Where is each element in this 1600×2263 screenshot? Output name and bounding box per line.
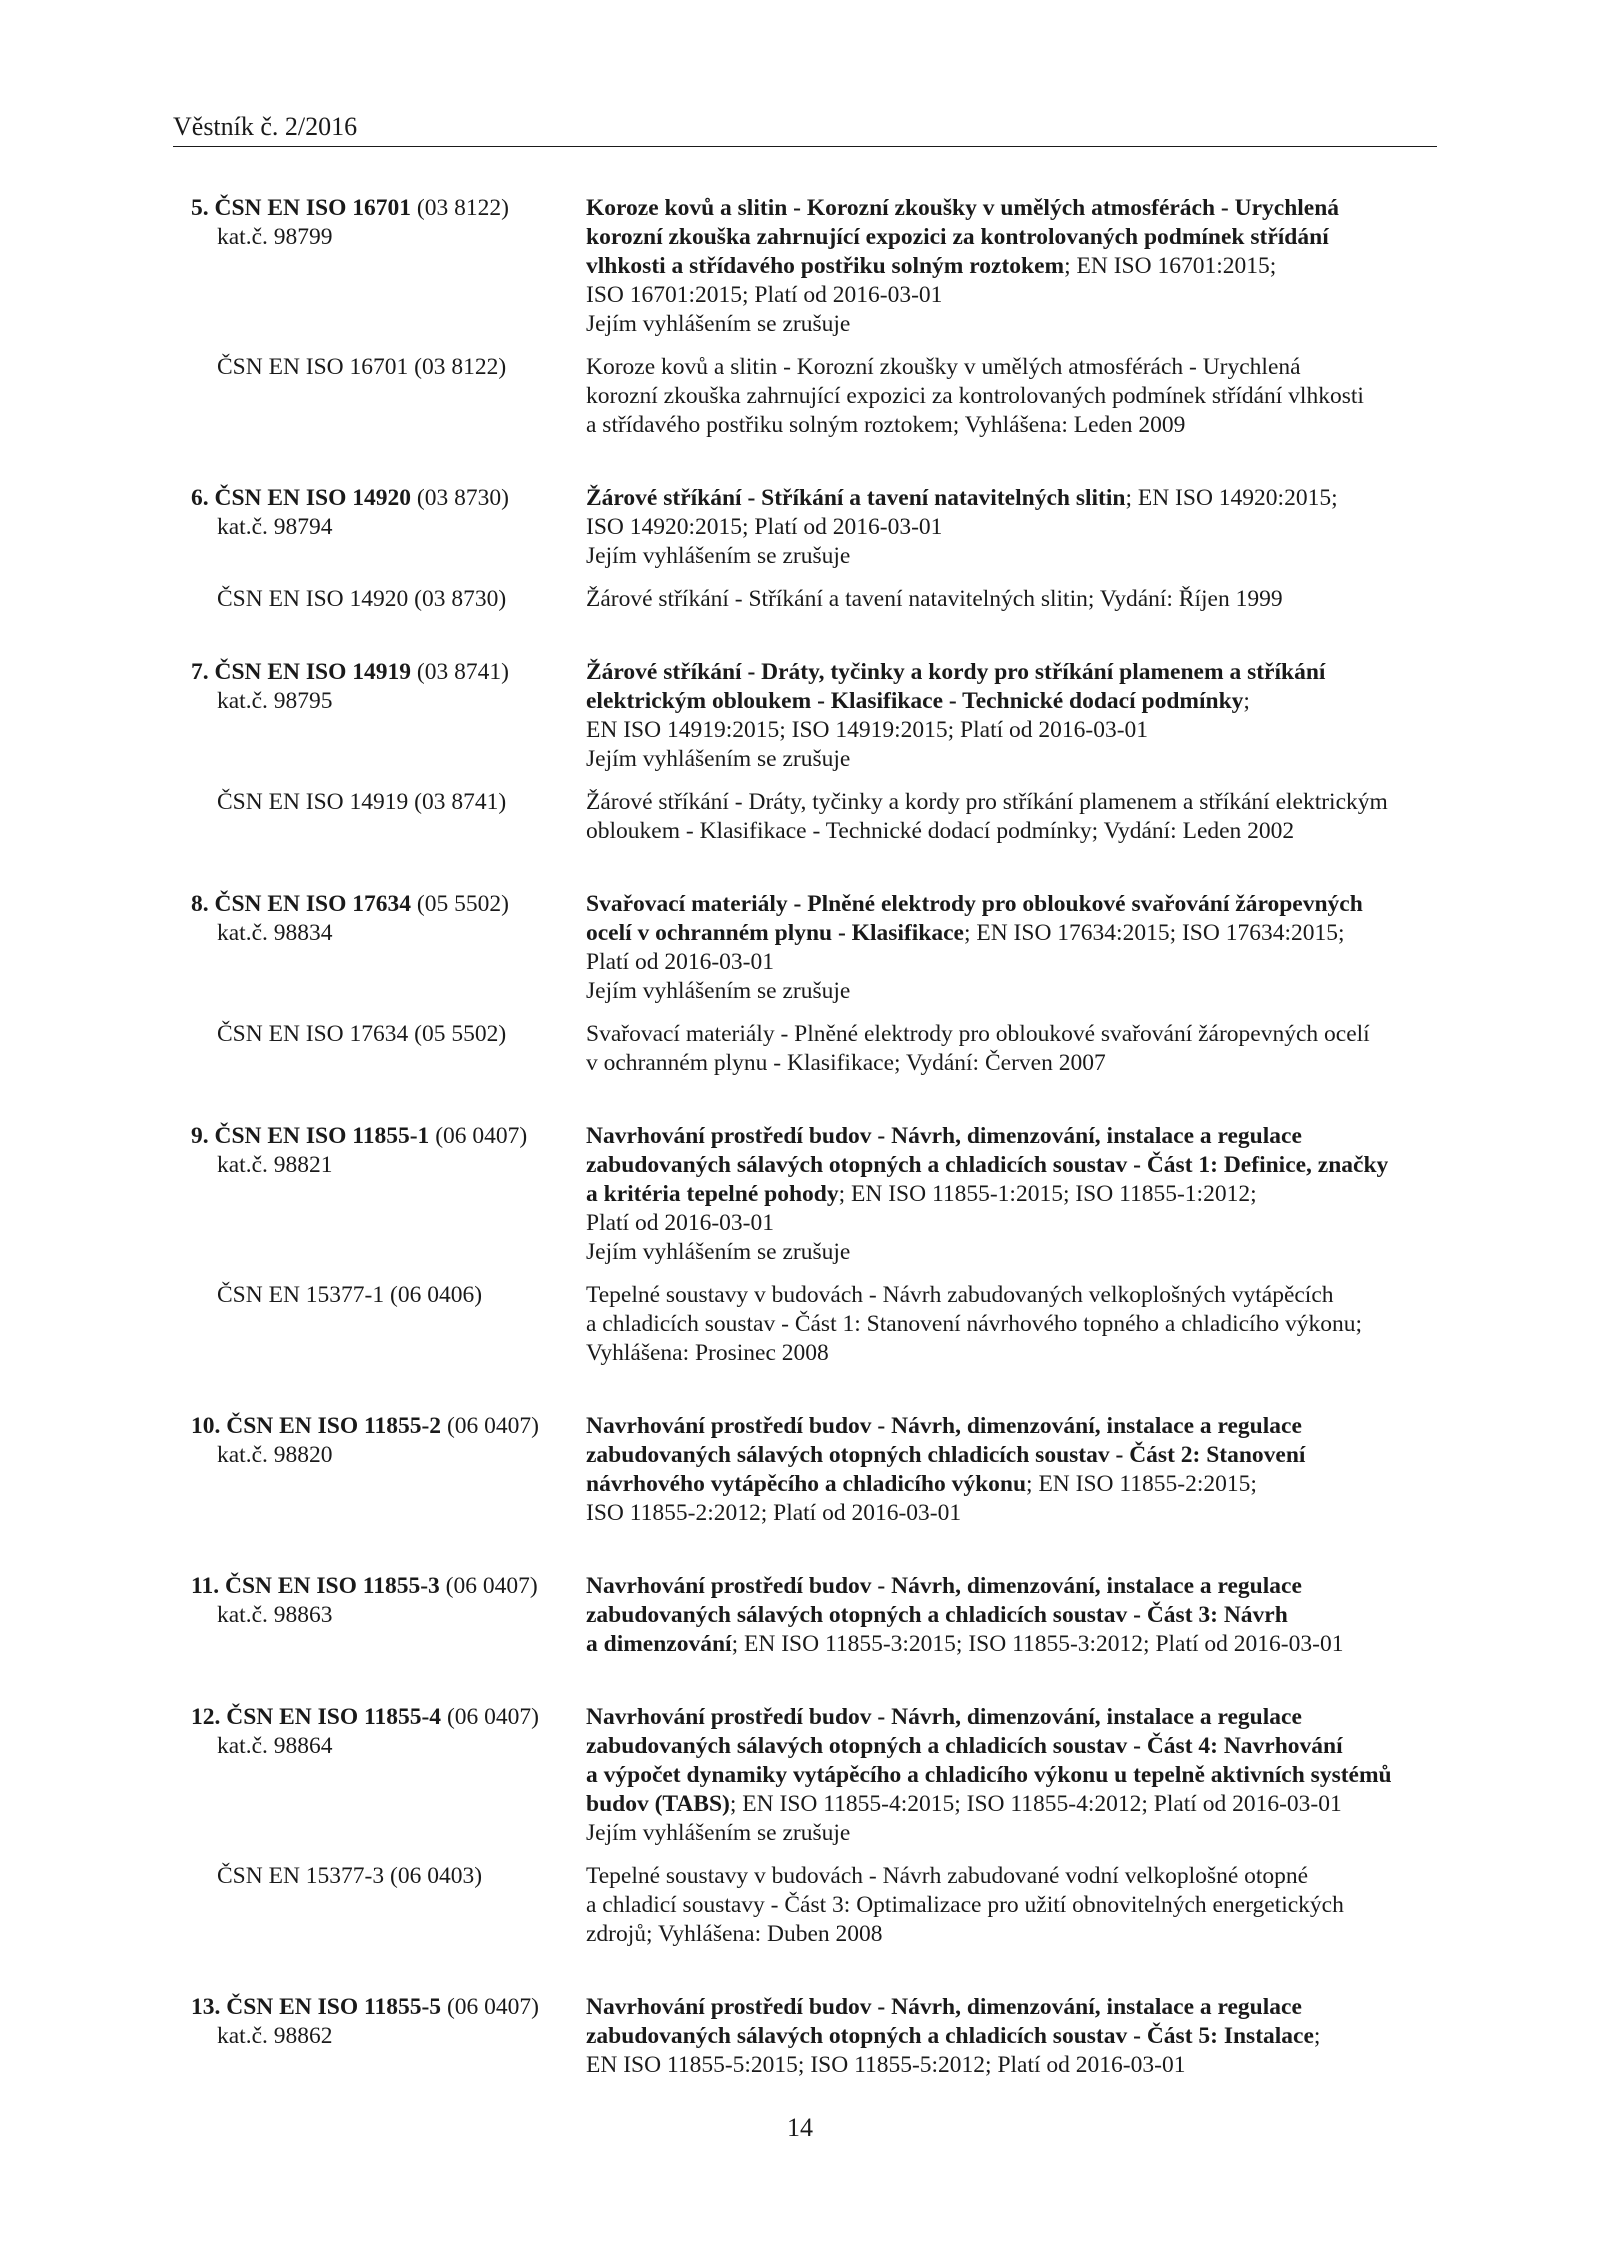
description-line [586,1732,1437,1761]
standard-id-column [191,484,586,571]
standard-entry [191,1703,1437,1949]
standard-title-text: Navrhování prostředí budov - Návrh, dimenzování, instalace a regulace [586,1704,1302,1730]
standard-id-line [191,890,586,919]
standard-title-text: Navrhování prostředí budov - Návrh, dimenzování, instalace a regulace [586,1123,1302,1149]
standard-id-column [191,1993,586,2080]
withdrawn-id-column [191,1020,586,1078]
standard-entry [191,484,1437,614]
page-number: 14 [787,2113,813,2142]
standard-title-text: budov (TABS) [586,1791,730,1817]
classification-code: (05 5502) [416,891,509,917]
standard-detail-text: Platí od 2016-03-01 [586,1210,774,1236]
standard-detail-text: Platí od 2016-03-01 [586,949,774,975]
standard-description [586,194,1437,339]
standard-id-column [191,1122,586,1267]
description-line [586,1412,1437,1441]
standard-entry [191,658,1437,846]
standard-entry [191,890,1437,1078]
standard-id-line [191,194,586,223]
description-line [586,1572,1437,1601]
classification-code: (06 0407) [446,1704,539,1730]
withdrawn-id-column [191,1862,586,1949]
withdrawn-description-line: zdrojů; Vyhlášena: Duben 2008 [586,1921,883,1947]
withdrawn-description-line: Tepelné soustavy v budovách - Návrh zabudovaných velkoplošných vytápěcích [586,1282,1334,1308]
standard-description [586,1412,1437,1528]
withdrawn-description-line: Tepelné soustavy v budovách - Návrh zabudované vodní velkoplošné otopné [586,1863,1309,1889]
entry-number: 10. [191,1413,221,1439]
standard-id-column [191,1412,586,1528]
standard-detail-text: ; EN ISO 11855-1:2015; ISO 11855-1:2012; [838,1181,1257,1207]
entry-number: 8. [191,891,209,917]
standard-id-column [191,194,586,339]
standard-entry [191,194,1437,440]
catalog-number: kat.č. 98799 [217,224,333,250]
withdrawn-description [586,1020,1437,1078]
description-line [586,1499,1437,1528]
description-line [586,1209,1437,1238]
standard-detail-text: Jejím vyhlášením se zrušuje [586,1820,851,1846]
standard-title-text: vlhkosti a střídavého postřiku solným roztokem [586,253,1065,279]
standard-description [586,1122,1437,1267]
classification-code: (03 8122) [416,195,509,221]
new-standard-row [191,484,1437,571]
withdrawn-standard-code: ČSN EN ISO 14920 (03 8730) [217,586,507,612]
withdrawn-standard-row [191,1281,1437,1368]
catalog-number: kat.č. 98834 [217,920,333,946]
standard-title-text: zabudovaných sálavých otopných a chladicích soustav - Část 1: Definice, značky [586,1152,1389,1178]
description-line [586,919,1437,948]
withdrawn-standard-code: ČSN EN ISO 14919 (03 8741) [217,789,507,815]
new-standard-row [191,194,1437,339]
standard-id-line [191,1993,586,2022]
withdrawn-description [586,1862,1437,1949]
standard-title-text: Navrhování prostředí budov - Návrh, dimenzování, instalace a regulace [586,1413,1302,1439]
standard-detail-text: ISO 16701:2015; Platí od 2016-03-01 [586,282,943,308]
standard-title-text: korozní zkouška zahrnující expozici za kontrolovaných podmínek střídání [586,224,1329,250]
description-line [586,1122,1437,1151]
standard-title-text: návrhového vytápěcího a chladicího výkonu [586,1471,1027,1497]
standard-detail-text: ; EN ISO 11855-2:2015; [1026,1471,1257,1497]
description-line [586,223,1437,252]
description-line [586,194,1437,223]
description-line [586,1993,1437,2022]
description-line [586,890,1437,919]
standard-id-line [191,484,586,513]
standard-id-line [191,1122,586,1151]
standard-title-text: Koroze kovů a slitin - Korozní zkoušky v umělých atmosférách - Urychlená [586,195,1340,221]
withdrawn-standard-row [191,1020,1437,1078]
standard-title-text: Navrhování prostředí budov - Návrh, dimenzování, instalace a regulace [586,1994,1302,2020]
standard-description [586,890,1437,1006]
description-line [586,252,1437,281]
classification-code: (06 0407) [445,1573,538,1599]
description-line [586,2022,1437,2051]
page-header [173,112,1437,147]
standard-title-text: zabudovaných sálavých otopných a chladicích soustav - Část 4: Navrhování [586,1733,1343,1759]
withdrawn-description-line: korozní zkouška zahrnující expozici za kontrolovaných podmínek střídání vlhkosti [586,383,1364,409]
standard-id-line [191,658,586,687]
standard-code: ČSN EN ISO 11855-5 [226,1994,442,2020]
description-line [586,281,1437,310]
standard-title-text: a výpočet dynamiky vytápěcího a chladicího výkonu u tepelně aktivních systémů [586,1762,1392,1788]
new-standard-row [191,1703,1437,1848]
description-line [586,1761,1437,1790]
standard-code: ČSN EN ISO 11855-4 [226,1704,442,1730]
standard-entry [191,1993,1437,2080]
standard-detail-text: Jejím vyhlášením se zrušuje [586,543,851,569]
catalog-number: kat.č. 98863 [217,1602,333,1628]
catalog-number: kat.č. 98821 [217,1152,333,1178]
description-line [586,1819,1437,1848]
standard-detail-text: ISO 14920:2015; Platí od 2016-03-01 [586,514,943,540]
withdrawn-description-line: a střídavého postřiku solným roztokem; Vyhlášena: Leden 2009 [586,412,1186,438]
new-standard-row [191,658,1437,774]
description-line [586,1441,1437,1470]
entry-number: 7. [191,659,209,685]
withdrawn-description-line: Koroze kovů a slitin - Korozní zkoušky v umělých atmosférách - Urychlená [586,354,1301,380]
standard-description [586,1993,1437,2080]
classification-code: (06 0407) [446,1994,539,2020]
description-line [586,1703,1437,1732]
standard-description [586,484,1437,571]
standard-detail-text: EN ISO 14919:2015; ISO 14919:2015; Platí od 2016-03-01 [586,717,1149,743]
description-line [586,513,1437,542]
new-standard-row [191,890,1437,1006]
description-line [586,310,1437,339]
standard-id-column [191,658,586,774]
withdrawn-description [586,353,1437,440]
catalog-number: kat.č. 98820 [217,1442,333,1468]
standard-detail-text: Jejím vyhlášením se zrušuje [586,1239,851,1265]
standard-code: ČSN EN ISO 14920 [214,485,412,511]
standard-entry [191,1122,1437,1368]
standard-id-column [191,1572,586,1659]
standard-entry [191,1572,1437,1659]
standard-title-text: zabudovaných sálavých otopných chladicích soustav - Část 2: Stanovení [586,1442,1306,1468]
standard-id-line [191,1703,586,1732]
withdrawn-description [586,788,1437,846]
journal-title: Věstník č. 2/2016 [173,112,358,141]
standards-list [191,194,1437,2124]
description-line [586,1630,1437,1659]
withdrawn-description-line: v ochranném plynu - Klasifikace; Vydání: Červen 2007 [586,1050,1106,1076]
standard-title-text: Žárové stříkání - Stříkání a tavení natavitelných slitin [586,485,1126,511]
new-standard-row [191,1993,1437,2080]
catalog-number: kat.č. 98795 [217,688,333,714]
description-line [586,1151,1437,1180]
entry-number: 5. [191,195,209,221]
description-line [586,2051,1437,2080]
standard-title-text: ocelí v ochranném plynu - Klasifikace [586,920,964,946]
standard-detail-text: ; EN ISO 11855-3:2015; ISO 11855-3:2012; Platí od 2016-03-01 [731,1631,1344,1657]
description-line [586,484,1437,513]
withdrawn-description-line: Žárové stříkání - Dráty, tyčinky a kordy pro stříkání plamenem a stříkání elektrickým [586,789,1388,815]
standard-detail-text: Jejím vyhlášením se zrušuje [586,311,851,337]
withdrawn-description [586,1281,1437,1368]
description-line [586,1601,1437,1630]
withdrawn-standard-row [191,353,1437,440]
standard-description [586,658,1437,774]
withdrawn-description-line: Vyhlášena: Prosinec 2008 [586,1340,829,1366]
standard-code: ČSN EN ISO 17634 [214,891,412,917]
withdrawn-id-column [191,788,586,846]
description-line [586,542,1437,571]
description-line [586,716,1437,745]
standard-code: ČSN EN ISO 11855-2 [226,1413,442,1439]
standard-title-text: a dimenzování [586,1631,732,1657]
standard-detail-text: EN ISO 11855-5:2015; ISO 11855-5:2012; Platí od 2016-03-01 [586,2052,1186,2078]
standard-description [586,1572,1437,1659]
catalog-number: kat.č. 98864 [217,1733,333,1759]
standard-code: ČSN EN ISO 16701 [214,195,412,221]
standard-title-text: zabudovaných sálavých otopných a chladicích soustav - Část 3: Návrh [586,1602,1288,1628]
withdrawn-standard-code: ČSN EN ISO 17634 (05 5502) [217,1021,507,1047]
standard-id-column [191,890,586,1006]
withdrawn-id-column [191,1281,586,1368]
standard-detail-text: ; EN ISO 14920:2015; [1125,485,1338,511]
new-standard-row [191,1122,1437,1267]
withdrawn-description-line: Svařovací materiály - Plněné elektrody pro obloukové svařování žáropevných ocelí [586,1021,1370,1047]
entry-number: 11. [191,1573,220,1599]
standard-title-text: elektrickým obloukem - Klasifikace - Technické dodací podmínky [586,688,1244,714]
description-line [586,658,1437,687]
classification-code: (03 8730) [416,485,509,511]
header-rule [173,146,1437,147]
withdrawn-description-line: obloukem - Klasifikace - Technické dodací podmínky; Vydání: Leden 2002 [586,818,1295,844]
classification-code: (06 0407) [435,1123,528,1149]
standard-id-line [191,1572,586,1601]
standard-detail-text: ; [1243,688,1250,714]
standard-detail-text: Jejím vyhlášením se zrušuje [586,746,851,772]
standard-code: ČSN EN ISO 11855-1 [214,1123,430,1149]
standard-detail-text: ISO 11855-2:2012; Platí od 2016-03-01 [586,1500,962,1526]
standard-title-text: Navrhování prostředí budov - Návrh, dimenzování, instalace a regulace [586,1573,1302,1599]
standard-detail-text: Jejím vyhlášením se zrušuje [586,978,851,1004]
withdrawn-description-line: a chladicích soustav - Část 1: Stanovení návrhového topného a chladicího výkonu; [586,1311,1362,1337]
description-line [586,948,1437,977]
entry-number: 9. [191,1123,209,1149]
entry-number: 13. [191,1994,221,2020]
description-line [586,1180,1437,1209]
standard-detail-text: ; EN ISO 16701:2015; [1064,253,1277,279]
description-line [586,745,1437,774]
withdrawn-id-column [191,353,586,440]
standard-description [586,1703,1437,1848]
classification-code: (03 8741) [416,659,509,685]
description-line [586,977,1437,1006]
withdrawn-description [586,585,1437,614]
new-standard-row [191,1412,1437,1528]
standard-id-column [191,1703,586,1848]
standard-detail-text: ; [1313,2023,1321,2049]
catalog-number: kat.č. 98794 [217,514,333,540]
catalog-number: kat.č. 98862 [217,2023,333,2049]
description-line [586,1790,1437,1819]
standard-entry [191,1412,1437,1528]
standard-code: ČSN EN ISO 14919 [214,659,412,685]
withdrawn-description-line: Žárové stříkání - Stříkání a tavení natavitelných slitin; Vydání: Říjen 1999 [586,586,1283,612]
description-line [586,1238,1437,1267]
standard-title-text: Žárové stříkání - Dráty, tyčinky a kordy pro stříkání plamenem a stříkání [586,659,1326,685]
description-line [586,1470,1437,1499]
withdrawn-standard-code: ČSN EN ISO 16701 (03 8122) [217,354,507,380]
standard-title-text: a kritéria tepelné pohody [586,1181,839,1207]
standard-detail-text: ; EN ISO 17634:2015; ISO 17634:2015; [963,920,1345,946]
withdrawn-standard-code: ČSN EN 15377-1 (06 0406) [217,1282,483,1308]
withdrawn-standard-code: ČSN EN 15377-3 (06 0403) [217,1863,483,1889]
withdrawn-standard-row [191,1862,1437,1949]
withdrawn-description-line: a chladicí soustavy - Část 3: Optimalizace pro užití obnovitelných energetických [586,1892,1344,1918]
standard-code: ČSN EN ISO 11855-3 [224,1573,440,1599]
standard-detail-text: ; EN ISO 11855-4:2015; ISO 11855-4:2012; Platí od 2016-03-01 [729,1791,1342,1817]
withdrawn-standard-row [191,788,1437,846]
entry-number: 6. [191,485,209,511]
withdrawn-id-column [191,585,586,614]
description-line [586,687,1437,716]
classification-code: (06 0407) [446,1413,539,1439]
withdrawn-standard-row [191,585,1437,614]
entry-number: 12. [191,1704,221,1730]
standard-title-text: zabudovaných sálavých otopných a chladicích soustav - Část 5: Instalace [586,2023,1314,2049]
standard-title-text: Svařovací materiály - Plněné elektrody pro obloukové svařování žáropevných [586,891,1363,917]
standard-id-line [191,1412,586,1441]
new-standard-row [191,1572,1437,1659]
